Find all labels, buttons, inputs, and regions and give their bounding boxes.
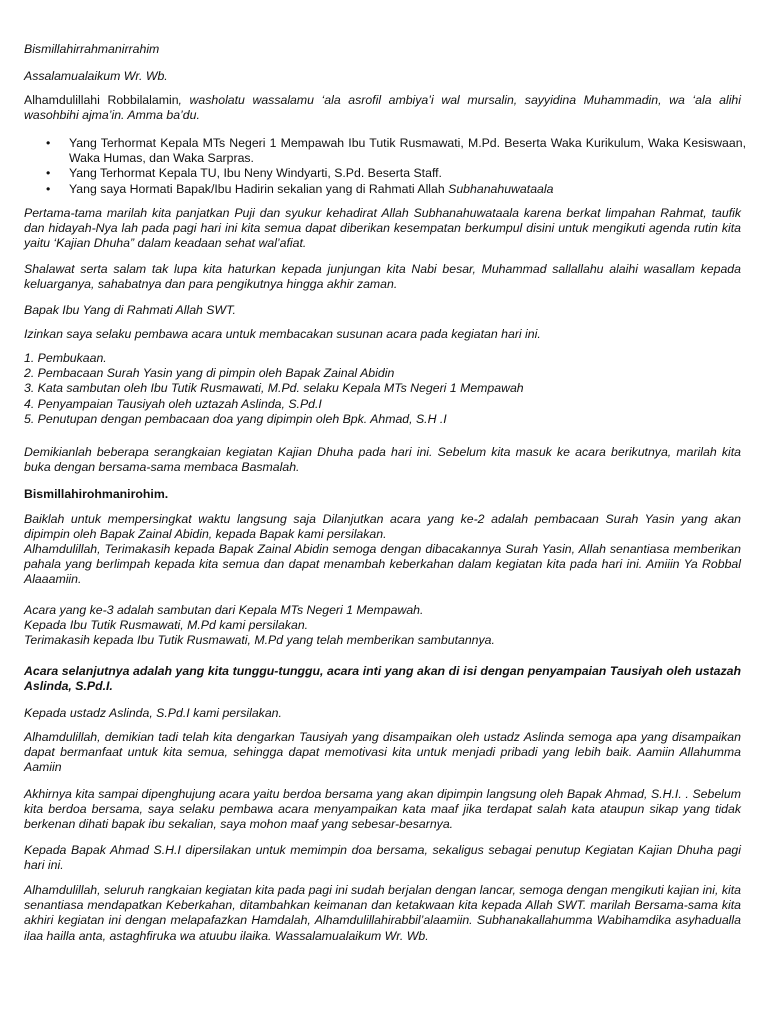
agenda-item: 3. Kata sambutan oleh Ibu Tutik Rusmawati, M.Pd. selaku Kepala MTs Negeri 1 Mempawah (24, 381, 524, 396)
honorific-list (46, 136, 746, 197)
paragraph-akhir: Akhirnya kita sampai dipenghujung acara yaitu berdoa bersama yang akan dipimpin langsung oleh Bapak Ahmad, S.H.I. . Sebelum kita berdoa bersama, saya selaku pembawa acara menyampaikan kata maaf jika terdapat salah kata ataupun sikap yang tidak berkenan dihati bapak ibu sekalian, saya mohon maaf yang sebesar-besarnya. (24, 787, 741, 832)
sambutan-block (24, 603, 741, 649)
honorific-italic: Subhanahuwataala (448, 181, 554, 196)
izin-line: Izinkan saya selaku pembawa acara untuk membacakan susunan acara pada kegiatan hari ini. (24, 327, 541, 341)
agenda-item: 5. Penutupan dengan pembacaan doa yang dipimpin oleh Bpk. Ahmad, S.H .I (24, 411, 447, 426)
paragraph-tausiyah: Alhamdulillah, demikian tadi telah kita dengarkan Tausiyah yang disampaikan oleh ustadz Aslinda semoga apa yang disampaikan dapat bermanfaat untuk kita semua, sehingga dapat memotivasi kita untuk menjadi pribadi yang lebih baik. Aamiin Allahumma Aamiin (24, 730, 741, 775)
intro-part-2: , washolatu wassalamu ‘ala asrofil ambiya’i wal mursalin, sayyidina Muhammadin, wa ‘ala alihi wasohbihi ajma’in. Amma ba’du. (24, 93, 741, 123)
paragraph-inti: Acara selanjutnya adalah yang kita tunggu-tunggu, acara inti yang akan di isi dengan penyampaian Tausiyah oleh ustazah Aslinda, S.Pd.I. (24, 664, 741, 694)
paragraph-terimakasih: Alhamdulillah, Terimakasih kepada Bapak Zainal Abidin semoga dengan dibacakannya Surah Yasin, Allah senantiasa memberikan pahala yang berlimpah kepada kita semua dan dapat menambah keberkahan dalam kegiatan kita pada hari ini. Amiiin Ya Robbal Alaaamiin. (24, 542, 741, 587)
honorific-item: • Yang Terhormat Kepala MTs Negeri 1 Mempawah Ibu Tutik Rusmawati, M.Pd. Beserta Waka Kurikulum, Waka Kesiswaan, Waka Humas, dan Waka Sarpras. (46, 136, 746, 166)
agenda-item: 4. Penyampaian Tausiyah oleh uztazah Aslinda, S.Pd.I (24, 396, 322, 411)
agenda-item: 1. Pembukaan. (24, 351, 107, 365)
paragraph-ustadz: Kepada ustadz Aslinda, S.Pd.I kami persilakan. (24, 706, 282, 720)
paragraph-doa: Kepada Bapak Ahmad S.H.I dipersilakan untuk memimpin doa bersama, sekaligus sebagai penutup Kegiatan Kajian Dhuha pagi hari ini. (24, 843, 741, 873)
intro-part-1: Alhamdulillahi Robbilalamin (24, 93, 179, 107)
agenda-list (24, 351, 741, 427)
greeting-line: Bapak Ibu Yang di Rahmati Allah SWT. (24, 303, 236, 317)
honorific-item: • Yang Terhormat Kepala TU, Ibu Neny Windyarti, S.Pd. Beserta Staff. (46, 166, 746, 181)
paragraph-demikian: Demikianlah beberapa serangkaian kegiatan Kajian Dhuha pada hari ini. Sebelum kita masuk ke acara berikutnya, marilah kita buka dengan bersama-sama membaca Basmalah. (24, 445, 741, 475)
paragraph-penutup: Alhamdulillah, seluruh rangkaian kegiatan kita pada pagi ini sudah berjalan dengan lancar, semoga dengan mengikuti kajian ini, kita senantiasa mendapatkan Keberkahan, ditambahkan keimanan dan ketakwaan kita kepada Allah SWT. marilah Bersama-sama kita akhiri kegiatan ini dengan melapafazkan Hamdalah, Alhamdulillahirabbil’alaamiin. Subhanakallahumma Wabihamdika asyhadualla ilaa hailla anta, astaghfiruka wa atuubu ilaika. Wassalamualaikum Wr. Wb. (24, 883, 741, 943)
paragraph-puji: Pertama-tama marilah kita panjatkan Puji dan syukur kehadirat Allah Subhanahuwataala karena berkat limpahan Rahmat, taufik dan hidayah-Nya lah pada pagi hari ini kita semua dapat diberikan kesempatan berkumpul disini untuk mengikuti agenda rutin kita yaitu ‘Kajian Dhuha” dalam keadaan sehat wal’afiat. (24, 206, 741, 251)
paragraph-yasin: Baiklah untuk mempersingkat waktu langsung saja Dilanjutkan acara yang ke-2 adalah pembacaan Surah Yasin yang akan dipimpin oleh Bapak Zainal Abidin, kepada Bapak kami persilakan. (24, 512, 741, 542)
intro-paragraph (24, 93, 741, 123)
honorific-item (46, 182, 746, 197)
opening-line: Bismillahirrahmanirrahim (24, 42, 160, 56)
salam-line: Assalamualaikum Wr. Wb. (24, 69, 168, 83)
sambutan-line: Terimakasih kepada Ibu Tutik Rusmawati, M.Pd yang telah memberikan sambutannya. (24, 633, 495, 648)
basmalah-line: Bismillahirohmanirohim. (24, 487, 169, 501)
paragraph-shalawat: Shalawat serta salam tak lupa kita haturkan kepada junjungan kita Nabi besar, Muhammad sallallahu alaihi wasallam kepada keluarganya, sahabatnya dan para pengikutnya hingga akhir zaman. (24, 262, 741, 292)
sambutan-line: Acara yang ke-3 adalah sambutan dari Kepala MTs Negeri 1 Mempawah. (24, 603, 424, 617)
agenda-item: 2. Pembacaan Surah Yasin yang di pimpin oleh Bapak Zainal Abidin (24, 366, 395, 381)
honorific-text: Yang saya Hormati Bapak/Ibu Hadirin sekalian yang di Rahmati Allah (69, 181, 449, 196)
sambutan-line: Kepada Ibu Tutik Rusmawati, M.Pd kami persilakan. (24, 618, 309, 633)
